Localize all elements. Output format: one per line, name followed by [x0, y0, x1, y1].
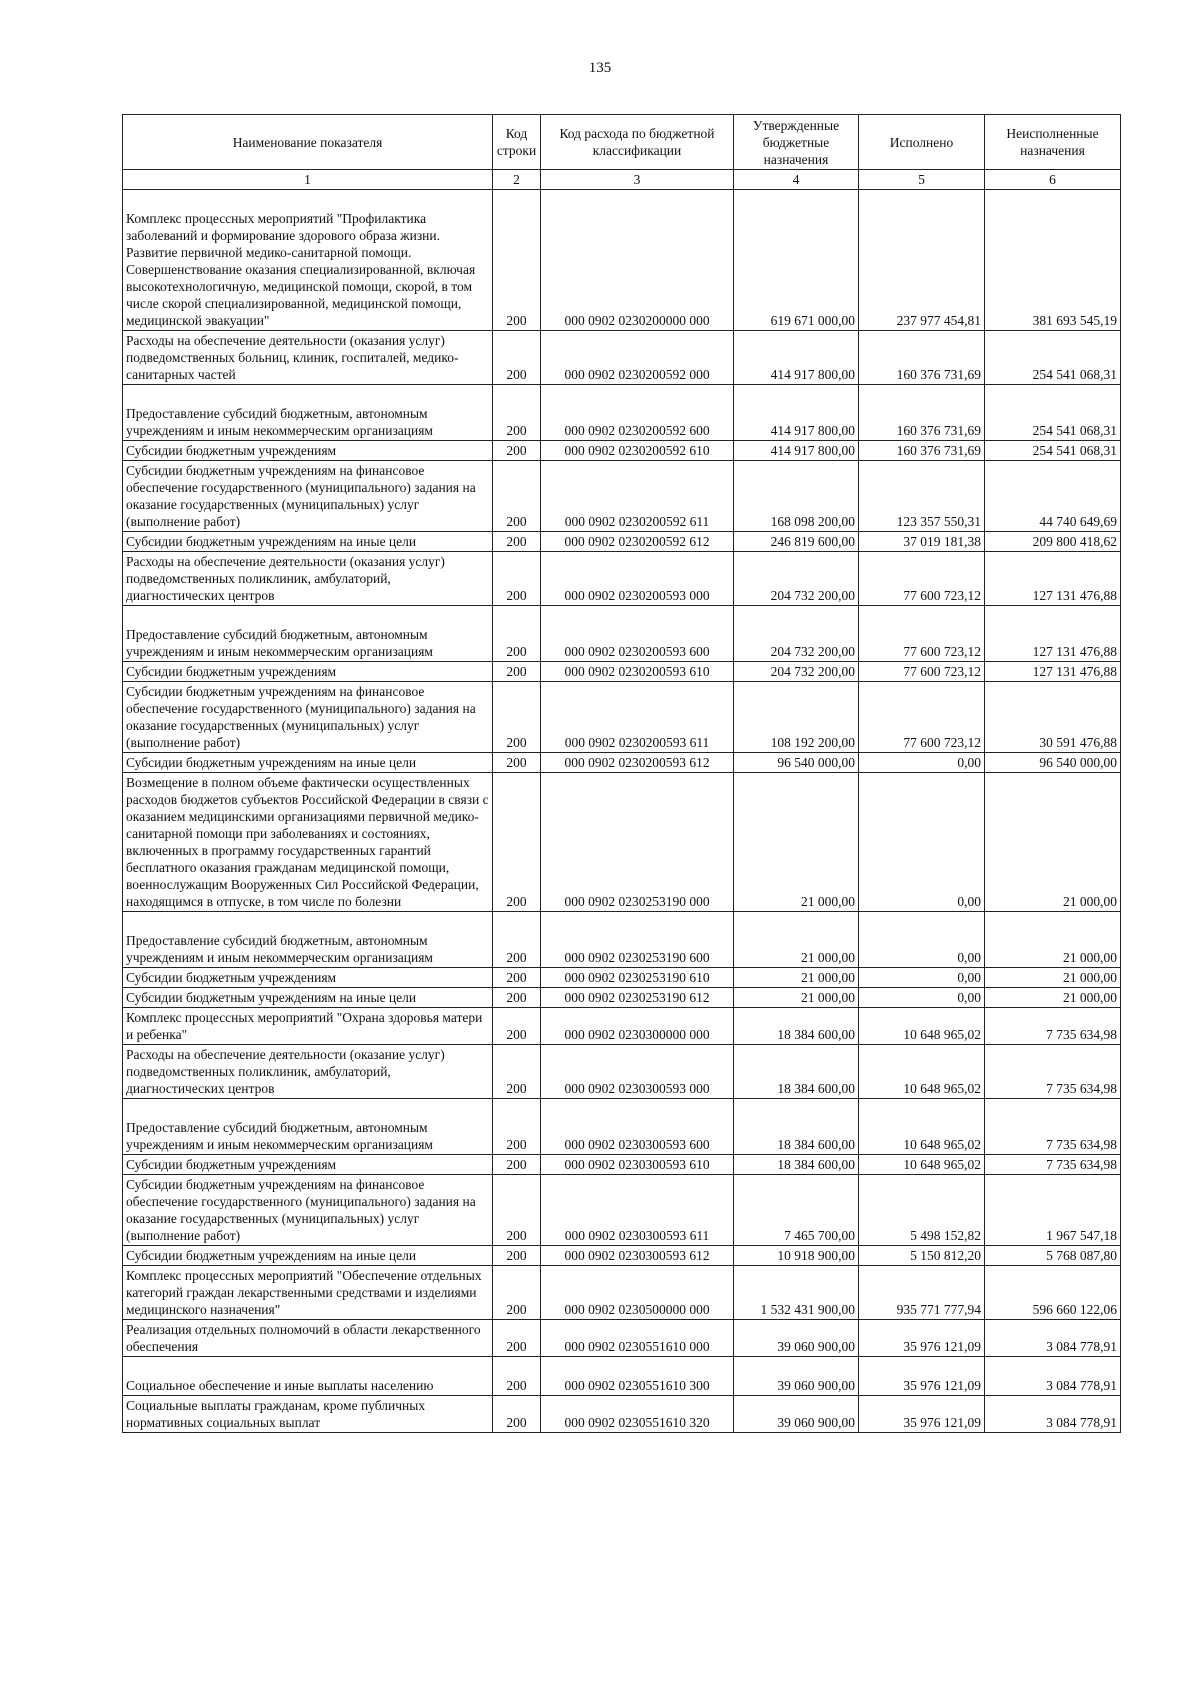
row-approved-cell: 10 918 900,00 — [734, 1246, 859, 1266]
row-name-cell: Субсидии бюджетным учреждениям — [123, 662, 493, 682]
row-unexecuted-cell: 5 768 087,80 — [985, 1246, 1121, 1266]
row-name-cell: Социальное обеспечение и иные выплаты населению — [123, 1357, 493, 1396]
column-number: 5 — [859, 170, 985, 190]
row-code-cell: 200 — [493, 552, 541, 606]
row-code-cell: 200 — [493, 1266, 541, 1320]
row-unexecuted-cell: 209 800 418,62 — [985, 532, 1121, 552]
column-number: 2 — [493, 170, 541, 190]
row-name-cell: Социальные выплаты гражданам, кроме публичных нормативных социальных выплат — [123, 1396, 493, 1433]
row-code-cell: 200 — [493, 662, 541, 682]
row-unexecuted-cell: 127 131 476,88 — [985, 606, 1121, 662]
table-row — [123, 912, 1121, 968]
row-code-cell: 200 — [493, 1246, 541, 1266]
row-executed-cell: 5 498 152,82 — [859, 1175, 985, 1246]
row-executed-cell: 160 376 731,69 — [859, 331, 985, 385]
row-approved-cell: 21 000,00 — [734, 968, 859, 988]
row-approved-cell: 204 732 200,00 — [734, 552, 859, 606]
row-name-cell: Комплекс процессных мероприятий "Обеспечение отдельных категорий граждан лекарственными средствами и изделиями медицинского назначения" — [123, 1266, 493, 1320]
row-unexecuted-cell: 21 000,00 — [985, 968, 1121, 988]
header-kbk: Код расхода по бюджетной классификации — [541, 115, 734, 170]
row-name-cell: Субсидии бюджетным учреждениям на финансовое обеспечение государственного (муниципального) задания на оказание государственных (муниципальных) услуг (выполнение работ) — [123, 1175, 493, 1246]
row-approved-cell: 18 384 600,00 — [734, 1008, 859, 1045]
row-executed-cell: 0,00 — [859, 773, 985, 912]
row-code-cell: 200 — [493, 606, 541, 662]
table-row — [123, 190, 1121, 331]
row-code-cell: 200 — [493, 1099, 541, 1155]
table-row — [123, 1175, 1121, 1246]
row-kbk-cell: 000 0902 0230551610 000 — [541, 1320, 734, 1357]
row-name-cell: Субсидии бюджетным учреждениям — [123, 441, 493, 461]
row-unexecuted-cell: 596 660 122,06 — [985, 1266, 1121, 1320]
budget-execution-table — [122, 114, 1121, 1433]
row-kbk-cell: 000 0902 0230253190 612 — [541, 988, 734, 1008]
row-code-cell: 200 — [493, 1008, 541, 1045]
row-code-cell: 200 — [493, 1357, 541, 1396]
row-code-cell: 200 — [493, 988, 541, 1008]
row-kbk-cell: 000 0902 0230551610 300 — [541, 1357, 734, 1396]
row-unexecuted-cell: 96 540 000,00 — [985, 753, 1121, 773]
row-kbk-cell: 000 0902 0230200593 612 — [541, 753, 734, 773]
row-code-cell: 200 — [493, 1320, 541, 1357]
row-approved-cell: 246 819 600,00 — [734, 532, 859, 552]
row-approved-cell: 1 532 431 900,00 — [734, 1266, 859, 1320]
table-row — [123, 552, 1121, 606]
row-approved-cell: 414 917 800,00 — [734, 385, 859, 441]
row-name-cell: Возмещение в полном объеме фактически осуществленных расходов бюджетов субъектов Российской Федерации в связи с оказанием медицинскими организациями первичной медико-санитарной помощи при заболеваниях и состояниях, включенных в программу государственных гарантий бесплатного оказания гражданам медицинской помощи, военнослужащим Вооруженных Сил Российской Федерации, находящимся в отпуске, в том числе по болезни — [123, 773, 493, 912]
table-row — [123, 1045, 1121, 1099]
row-executed-cell: 10 648 965,02 — [859, 1099, 985, 1155]
row-unexecuted-cell: 7 735 634,98 — [985, 1008, 1121, 1045]
row-code-cell: 200 — [493, 190, 541, 331]
row-unexecuted-cell: 381 693 545,19 — [985, 190, 1121, 331]
table-row — [123, 682, 1121, 753]
row-executed-cell: 0,00 — [859, 912, 985, 968]
row-name-cell: Субсидии бюджетным учреждениям на иные цели — [123, 753, 493, 773]
row-executed-cell: 0,00 — [859, 988, 985, 1008]
row-kbk-cell: 000 0902 0230500000 000 — [541, 1266, 734, 1320]
row-unexecuted-cell: 21 000,00 — [985, 912, 1121, 968]
row-approved-cell: 7 465 700,00 — [734, 1175, 859, 1246]
table-row — [123, 1320, 1121, 1357]
row-name-cell: Предоставление субсидий бюджетным, автономным учреждениям и иным некоммерческим организациям — [123, 1099, 493, 1155]
row-executed-cell: 10 648 965,02 — [859, 1045, 985, 1099]
row-name-cell: Предоставление субсидий бюджетным, автономным учреждениям и иным некоммерческим организациям — [123, 385, 493, 441]
row-name-cell: Комплекс процессных мероприятий "Охрана здоровья матери и ребенка" — [123, 1008, 493, 1045]
table-row — [123, 988, 1121, 1008]
row-unexecuted-cell: 127 131 476,88 — [985, 662, 1121, 682]
row-executed-cell: 35 976 121,09 — [859, 1320, 985, 1357]
row-unexecuted-cell: 254 541 068,31 — [985, 385, 1121, 441]
row-kbk-cell: 000 0902 0230300593 600 — [541, 1099, 734, 1155]
row-executed-cell: 10 648 965,02 — [859, 1008, 985, 1045]
header-code: Код строки — [493, 115, 541, 170]
row-approved-cell: 18 384 600,00 — [734, 1155, 859, 1175]
row-kbk-cell: 000 0902 0230300593 610 — [541, 1155, 734, 1175]
row-approved-cell: 204 732 200,00 — [734, 662, 859, 682]
row-code-cell: 200 — [493, 532, 541, 552]
page-number: 135 — [588, 60, 612, 76]
row-name-cell: Расходы на обеспечение деятельности (оказания услуг) подведомственных поликлиник, амбулаторий, диагностических центров — [123, 552, 493, 606]
row-unexecuted-cell: 44 740 649,69 — [985, 461, 1121, 532]
row-executed-cell: 935 771 777,94 — [859, 1266, 985, 1320]
row-kbk-cell: 000 0902 0230200593 000 — [541, 552, 734, 606]
row-approved-cell: 21 000,00 — [734, 912, 859, 968]
row-unexecuted-cell: 7 735 634,98 — [985, 1045, 1121, 1099]
column-number: 6 — [985, 170, 1121, 190]
row-kbk-cell: 000 0902 0230200593 610 — [541, 662, 734, 682]
row-code-cell: 200 — [493, 1045, 541, 1099]
row-name-cell: Реализация отдельных полномочий в области лекарственного обеспечения — [123, 1320, 493, 1357]
row-executed-cell: 123 357 550,31 — [859, 461, 985, 532]
row-code-cell: 200 — [493, 682, 541, 753]
row-code-cell: 200 — [493, 1175, 541, 1246]
row-unexecuted-cell: 7 735 634,98 — [985, 1099, 1121, 1155]
table-row — [123, 606, 1121, 662]
row-kbk-cell: 000 0902 0230300593 000 — [541, 1045, 734, 1099]
row-unexecuted-cell: 254 541 068,31 — [985, 441, 1121, 461]
row-kbk-cell: 000 0902 0230300593 612 — [541, 1246, 734, 1266]
row-name-cell: Субсидии бюджетным учреждениям на иные цели — [123, 1246, 493, 1266]
row-executed-cell: 77 600 723,12 — [859, 606, 985, 662]
table-row — [123, 1155, 1121, 1175]
row-kbk-cell: 000 0902 0230253190 610 — [541, 968, 734, 988]
table-row — [123, 1246, 1121, 1266]
row-executed-cell: 160 376 731,69 — [859, 385, 985, 441]
row-code-cell: 200 — [493, 385, 541, 441]
row-executed-cell: 0,00 — [859, 968, 985, 988]
table-row — [123, 662, 1121, 682]
row-executed-cell: 0,00 — [859, 753, 985, 773]
row-approved-cell: 204 732 200,00 — [734, 606, 859, 662]
row-name-cell: Субсидии бюджетным учреждениям на финансовое обеспечение государственного (муниципального) задания на оказание государственных (муниципальных) услуг (выполнение работ) — [123, 682, 493, 753]
row-unexecuted-cell: 1 967 547,18 — [985, 1175, 1121, 1246]
row-unexecuted-cell: 3 084 778,91 — [985, 1320, 1121, 1357]
row-executed-cell: 77 600 723,12 — [859, 662, 985, 682]
row-kbk-cell: 000 0902 0230200592 600 — [541, 385, 734, 441]
row-executed-cell: 77 600 723,12 — [859, 552, 985, 606]
row-code-cell: 200 — [493, 1155, 541, 1175]
row-unexecuted-cell: 7 735 634,98 — [985, 1155, 1121, 1175]
row-kbk-cell: 000 0902 0230300000 000 — [541, 1008, 734, 1045]
row-approved-cell: 96 540 000,00 — [734, 753, 859, 773]
row-code-cell: 200 — [493, 461, 541, 532]
column-number: 4 — [734, 170, 859, 190]
table-body — [123, 190, 1121, 1433]
row-name-cell: Субсидии бюджетным учреждениям на финансовое обеспечение государственного (муниципального) задания на оказание государственных (муниципальных) услуг (выполнение работ) — [123, 461, 493, 532]
header-approved: Утвержденные бюджетные назначения — [734, 115, 859, 170]
row-approved-cell: 108 192 200,00 — [734, 682, 859, 753]
row-kbk-cell: 000 0902 0230200592 612 — [541, 532, 734, 552]
row-name-cell: Субсидии бюджетным учреждениям — [123, 968, 493, 988]
row-approved-cell: 21 000,00 — [734, 988, 859, 1008]
row-approved-cell: 18 384 600,00 — [734, 1099, 859, 1155]
row-kbk-cell: 000 0902 0230551610 320 — [541, 1396, 734, 1433]
row-kbk-cell: 000 0902 0230200592 000 — [541, 331, 734, 385]
table-row — [123, 1266, 1121, 1320]
row-executed-cell: 5 150 812,20 — [859, 1246, 985, 1266]
table-row — [123, 532, 1121, 552]
row-approved-cell: 39 060 900,00 — [734, 1396, 859, 1433]
table-header-row — [123, 115, 1121, 170]
row-kbk-cell: 000 0902 0230200592 611 — [541, 461, 734, 532]
row-name-cell: Расходы на обеспечение деятельности (оказание услуг) подведомственных поликлиник, амбулаторий, диагностических центров — [123, 1045, 493, 1099]
row-approved-cell: 39 060 900,00 — [734, 1320, 859, 1357]
column-number-row — [123, 170, 1121, 190]
column-number: 1 — [123, 170, 493, 190]
header-executed: Исполнено — [859, 115, 985, 170]
table-row — [123, 461, 1121, 532]
row-approved-cell: 414 917 800,00 — [734, 441, 859, 461]
table-row — [123, 1099, 1121, 1155]
row-unexecuted-cell: 127 131 476,88 — [985, 552, 1121, 606]
row-approved-cell: 18 384 600,00 — [734, 1045, 859, 1099]
row-unexecuted-cell: 3 084 778,91 — [985, 1357, 1121, 1396]
column-number: 3 — [541, 170, 734, 190]
table-row — [123, 385, 1121, 441]
row-approved-cell: 21 000,00 — [734, 773, 859, 912]
row-unexecuted-cell: 21 000,00 — [985, 773, 1121, 912]
row-kbk-cell: 000 0902 0230253190 600 — [541, 912, 734, 968]
row-unexecuted-cell: 30 591 476,88 — [985, 682, 1121, 753]
table-row — [123, 1008, 1121, 1045]
table-row — [123, 441, 1121, 461]
row-executed-cell: 237 977 454,81 — [859, 190, 985, 331]
row-unexecuted-cell: 21 000,00 — [985, 988, 1121, 1008]
row-approved-cell: 39 060 900,00 — [734, 1357, 859, 1396]
table-row — [123, 1396, 1121, 1433]
row-approved-cell: 414 917 800,00 — [734, 331, 859, 385]
row-approved-cell: 168 098 200,00 — [734, 461, 859, 532]
row-kbk-cell: 000 0902 0230200593 611 — [541, 682, 734, 753]
row-kbk-cell: 000 0902 0230253190 000 — [541, 773, 734, 912]
row-executed-cell: 35 976 121,09 — [859, 1357, 985, 1396]
table-row — [123, 968, 1121, 988]
row-code-cell: 200 — [493, 753, 541, 773]
row-executed-cell: 35 976 121,09 — [859, 1396, 985, 1433]
row-code-cell: 200 — [493, 441, 541, 461]
row-code-cell: 200 — [493, 773, 541, 912]
table-row — [123, 753, 1121, 773]
row-code-cell: 200 — [493, 912, 541, 968]
row-name-cell: Субсидии бюджетным учреждениям на иные цели — [123, 988, 493, 1008]
table-row — [123, 1357, 1121, 1396]
header-unexecuted: Неисполненные назначения — [985, 115, 1121, 170]
row-executed-cell: 37 019 181,38 — [859, 532, 985, 552]
row-code-cell: 200 — [493, 331, 541, 385]
table-row — [123, 331, 1121, 385]
row-name-cell: Субсидии бюджетным учреждениям — [123, 1155, 493, 1175]
row-kbk-cell: 000 0902 0230200593 600 — [541, 606, 734, 662]
row-kbk-cell: 000 0902 0230200000 000 — [541, 190, 734, 331]
row-executed-cell: 10 648 965,02 — [859, 1155, 985, 1175]
header-name: Наименование показателя — [123, 115, 493, 170]
row-code-cell: 200 — [493, 1396, 541, 1433]
row-kbk-cell: 000 0902 0230200592 610 — [541, 441, 734, 461]
row-unexecuted-cell: 3 084 778,91 — [985, 1396, 1121, 1433]
row-name-cell: Комплекс процессных мероприятий "Профилактика заболеваний и формирование здорового образа жизни. Развитие первичной медико-санитарной помощи. Совершенствование оказания специализированной, включая высокотехнологичную, медицинской помощи, скорой, в том числе скорой специализированной, медицинской помощи, медицинской эвакуации" — [123, 190, 493, 331]
row-unexecuted-cell: 254 541 068,31 — [985, 331, 1121, 385]
row-code-cell: 200 — [493, 968, 541, 988]
row-name-cell: Расходы на обеспечение деятельности (оказания услуг) подведомственных больниц, клиник, госпиталей, медико-санитарных частей — [123, 331, 493, 385]
row-name-cell: Предоставление субсидий бюджетным, автономным учреждениям и иным некоммерческим организациям — [123, 912, 493, 968]
row-name-cell: Субсидии бюджетным учреждениям на иные цели — [123, 532, 493, 552]
table-row — [123, 773, 1121, 912]
row-approved-cell: 619 671 000,00 — [734, 190, 859, 331]
row-executed-cell: 77 600 723,12 — [859, 682, 985, 753]
row-executed-cell: 160 376 731,69 — [859, 441, 985, 461]
row-name-cell: Предоставление субсидий бюджетным, автономным учреждениям и иным некоммерческим организациям — [123, 606, 493, 662]
row-kbk-cell: 000 0902 0230300593 611 — [541, 1175, 734, 1246]
